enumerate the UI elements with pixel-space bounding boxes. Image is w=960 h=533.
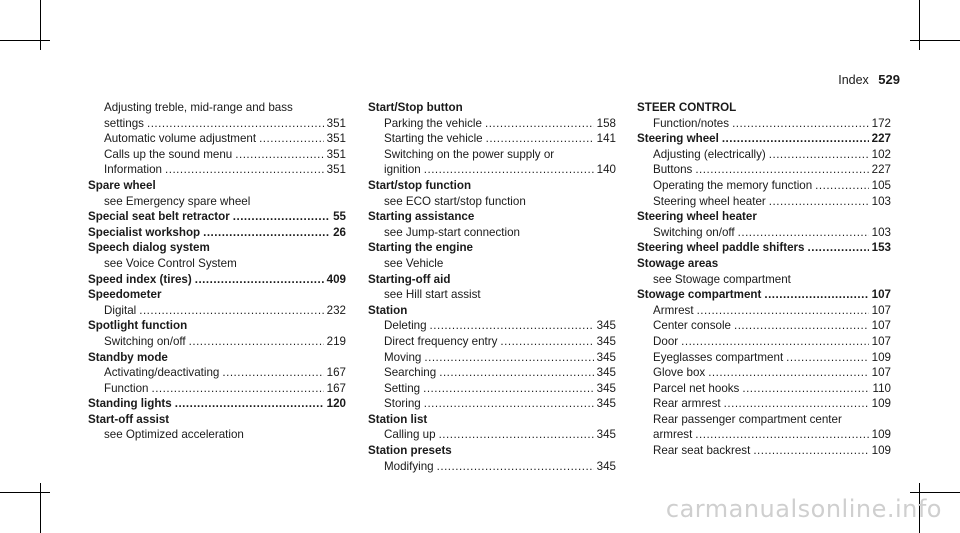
index-heading (88, 396, 346, 412)
entry-page-number: 351 (326, 147, 346, 161)
entry-page-number: 109 (871, 397, 891, 411)
entry-label: Operating the memory function (653, 178, 813, 192)
watermark: carmanualsonline.info (665, 495, 942, 523)
entry-page-number: 345 (596, 366, 616, 380)
entry-label: ignition (384, 163, 421, 177)
leader-dots (235, 147, 323, 163)
entry-label: Calling up (384, 428, 436, 442)
entry-label: Stowage compartment (637, 288, 762, 302)
index-subentry (368, 396, 616, 412)
entry-label: Deleting (384, 319, 427, 333)
entry-page-number: 107 (871, 366, 891, 380)
index-column-1 (88, 100, 346, 443)
index-subentry: see Emergency spare wheel (104, 194, 251, 208)
index-subentry (637, 303, 891, 319)
entry-label: Automatic volume adjustment (104, 132, 257, 146)
index-subentry (368, 459, 616, 475)
entry-page-number: 107 (871, 319, 891, 333)
leader-dots (738, 225, 869, 241)
index-subentry: see Vehicle (384, 256, 444, 270)
index-column-2 (368, 100, 616, 474)
entry-label: Information (104, 163, 162, 177)
index-heading (88, 272, 346, 288)
leader-dots (259, 131, 324, 147)
leader-dots (722, 131, 869, 147)
index-subentry (637, 350, 891, 366)
entry-page-number: 55 (333, 210, 346, 224)
leader-dots (151, 381, 323, 397)
entry-page-number: 110 (872, 381, 891, 395)
entry-page-number: 345 (596, 350, 616, 364)
index-subentry (368, 162, 616, 178)
entry-page-number: 351 (326, 132, 346, 146)
index-heading: Stowage areas (637, 256, 719, 270)
entry-label: Activating/deactivating (104, 366, 220, 380)
index-subentry (637, 318, 891, 334)
index-heading: Speech dialog system (88, 241, 210, 255)
index-heading: Start/Stop button (368, 101, 463, 114)
index-subentry: see Stowage compartment (653, 272, 791, 286)
entry-page-number: 109 (871, 428, 891, 442)
leader-dots (424, 396, 594, 412)
index-subentry (88, 303, 346, 319)
entry-label: Function/notes (653, 116, 730, 130)
entry-label: Searching (384, 366, 437, 380)
leader-dots (222, 365, 323, 381)
leader-dots (742, 381, 869, 397)
entry-page-number: 227 (871, 132, 891, 146)
leader-dots (786, 350, 868, 366)
entry-page-number: 227 (871, 163, 891, 177)
leader-dots (753, 443, 868, 459)
index-subentry (637, 365, 891, 381)
index-heading: Station (368, 303, 408, 317)
entry-label: Parking the vehicle (384, 116, 482, 130)
index-subentry (368, 334, 616, 350)
index-heading (637, 131, 891, 147)
entry-page-number: 345 (596, 459, 616, 473)
index-subentry: Adjusting treble, mid-range and bass (104, 101, 293, 114)
entry-label: Direct frequency entry (384, 334, 498, 348)
leader-dots (165, 162, 324, 178)
index-heading: Starting the engine (368, 241, 473, 255)
entry-label: Switching on/off (653, 225, 735, 239)
crop-mark-top-left-v (40, 0, 41, 50)
entry-page-number: 167 (326, 366, 346, 380)
page-header (838, 72, 900, 87)
index-subentry (637, 427, 891, 443)
leader-dots (732, 116, 869, 132)
entry-page-number: 345 (596, 428, 616, 442)
entry-label: Function (104, 381, 149, 395)
entry-label: Steering wheel paddle shifters (637, 241, 805, 255)
entry-label: Starting the vehicle (384, 132, 483, 146)
leader-dots (500, 334, 593, 350)
entry-label: Adjusting (electrically) (653, 147, 766, 161)
entry-label: Speed index (tires) (88, 272, 192, 286)
entry-label: Eyeglasses compartment (653, 350, 784, 364)
index-subentry (88, 365, 346, 381)
index-subentry (88, 147, 346, 163)
entry-page-number: 351 (326, 163, 346, 177)
entry-page-number: 219 (326, 334, 346, 348)
crop-mark-top-right-v (919, 0, 920, 50)
entry-label: Specialist workshop (88, 225, 201, 239)
entry-label: Center console (653, 319, 731, 333)
entry-page-number: 105 (871, 178, 891, 192)
leader-dots (808, 240, 869, 256)
index-subentry (88, 162, 346, 178)
index-subentry (368, 318, 616, 334)
leader-dots (189, 334, 324, 350)
index-subentry (88, 334, 346, 350)
entry-label: Rear armrest (653, 397, 721, 411)
index-subentry (368, 365, 616, 381)
leader-dots (423, 381, 594, 397)
leader-dots (195, 272, 324, 288)
entry-page-number: 107 (871, 303, 891, 317)
index-subentry (368, 350, 616, 366)
entry-page-number: 120 (326, 397, 346, 411)
index-heading (88, 225, 346, 241)
index-subentry (637, 162, 891, 178)
index-subentry: see Hill start assist (384, 288, 481, 302)
entry-label: Storing (384, 397, 421, 411)
entry-page-number: 345 (596, 381, 616, 395)
entry-page-number: 345 (596, 397, 616, 411)
index-heading: Start-off assist (88, 412, 170, 426)
entry-label: Modifying (384, 459, 434, 473)
index-subentry (368, 131, 616, 147)
index-heading: Starting-off aid (368, 272, 451, 286)
index-heading: Station presets (368, 444, 452, 458)
entry-label: armrest (653, 428, 693, 442)
entry-label: Setting (384, 381, 421, 395)
leader-dots (233, 209, 330, 225)
index-subentry (88, 381, 346, 397)
entry-page-number: 103 (871, 194, 891, 208)
leader-dots (697, 303, 869, 319)
index-subentry: see Jump-start connection (384, 225, 520, 239)
crop-mark-bottom-left-v (40, 483, 41, 533)
entry-label: Armrest (653, 303, 694, 317)
entry-label: Steering wheel (637, 132, 719, 146)
entry-label: Rear seat backrest (653, 444, 751, 458)
index-subentry (637, 178, 891, 194)
leader-dots (769, 147, 869, 163)
entry-page-number: 140 (596, 163, 616, 177)
entry-page-number: 345 (596, 334, 616, 348)
index-heading (88, 209, 346, 225)
leader-dots (424, 350, 593, 366)
section-title: Index (838, 73, 869, 87)
entry-page-number: 26 (333, 225, 346, 239)
index-heading: Steering wheel heater (637, 210, 757, 224)
index-subentry: see Optimized acceleration (104, 428, 244, 442)
leader-dots (203, 225, 330, 241)
index-subentry (637, 396, 891, 412)
index-heading: Speedometer (88, 288, 162, 302)
index-heading: STEER CONTROL (637, 101, 737, 114)
entry-page-number: 351 (326, 116, 346, 130)
leader-dots (681, 334, 869, 350)
leader-dots (695, 162, 868, 178)
entry-label: Steering wheel heater (653, 194, 766, 208)
index-subentry (637, 381, 891, 397)
index-heading: Spotlight function (88, 319, 188, 333)
index-heading: Station list (368, 412, 428, 426)
entry-page-number: 172 (871, 116, 891, 130)
entry-page-number: 345 (596, 319, 616, 333)
index-column-3 (637, 100, 891, 459)
index-subentry: Rear passenger compartment center (653, 412, 842, 426)
entry-label: settings (104, 116, 144, 130)
entry-page-number: 103 (871, 225, 891, 239)
entry-label: Glove box (653, 366, 706, 380)
entry-page-number: 409 (326, 272, 346, 286)
leader-dots (437, 459, 594, 475)
leader-dots (764, 287, 868, 303)
leader-dots (815, 178, 868, 194)
index-heading (637, 240, 891, 256)
entry-label: Parcel net hooks (653, 381, 740, 395)
leader-dots (486, 131, 594, 147)
leader-dots (175, 396, 324, 412)
index-heading: Spare wheel (88, 178, 156, 192)
index-heading (637, 287, 891, 303)
index-subentry (637, 225, 891, 241)
entry-label: Special seat belt retractor (88, 210, 230, 224)
index-heading: Standby mode (88, 350, 168, 364)
crop-mark-bottom-right-h (910, 492, 960, 493)
leader-dots (708, 365, 868, 381)
index-subentry (637, 334, 891, 350)
entry-page-number: 109 (871, 350, 891, 364)
entry-page-number: 107 (871, 334, 891, 348)
entry-label: Switching on/off (104, 334, 186, 348)
entry-page-number: 107 (871, 288, 891, 302)
index-subentry (637, 147, 891, 163)
leader-dots (439, 427, 594, 443)
entry-label: Digital (104, 303, 137, 317)
crop-mark-top-left-h (0, 40, 50, 41)
index-subentry (637, 116, 891, 132)
index-heading: Starting assistance (368, 210, 475, 224)
leader-dots (485, 116, 594, 132)
entry-label: Standing lights (88, 397, 172, 411)
entry-label: Moving (384, 350, 422, 364)
index-subentry (88, 131, 346, 147)
entry-label: Calls up the sound menu (104, 147, 233, 161)
leader-dots (139, 303, 323, 319)
index-subentry: Switching on the power supply or (384, 147, 555, 161)
crop-mark-top-right-h (910, 40, 960, 41)
crop-mark-bottom-left-h (0, 492, 50, 493)
leader-dots (734, 318, 869, 334)
index-subentry (637, 443, 891, 459)
leader-dots (430, 318, 594, 334)
index-heading: Start/stop function (368, 178, 472, 192)
index-subentry: see Voice Control System (104, 256, 237, 270)
index-subentry (88, 116, 346, 132)
entry-label: Buttons (653, 163, 693, 177)
entry-page-number: 167 (326, 381, 346, 395)
entry-page-number: 232 (326, 303, 346, 317)
leader-dots (724, 396, 869, 412)
entry-page-number: 153 (871, 241, 891, 255)
entry-page-number: 158 (596, 116, 616, 130)
index-subentry (368, 381, 616, 397)
entry-label: Door (653, 334, 679, 348)
entry-page-number: 102 (871, 147, 891, 161)
index-subentry: see ECO start/stop function (384, 194, 526, 208)
entry-page-number: 109 (871, 444, 891, 458)
index-subentry (368, 427, 616, 443)
index-subentry (637, 194, 891, 210)
index-subentry (368, 116, 616, 132)
leader-dots (769, 194, 869, 210)
leader-dots (424, 162, 594, 178)
leader-dots (147, 116, 324, 132)
leader-dots (439, 365, 593, 381)
leader-dots (695, 427, 868, 443)
page-number: 529 (878, 72, 900, 87)
entry-page-number: 141 (596, 132, 616, 146)
